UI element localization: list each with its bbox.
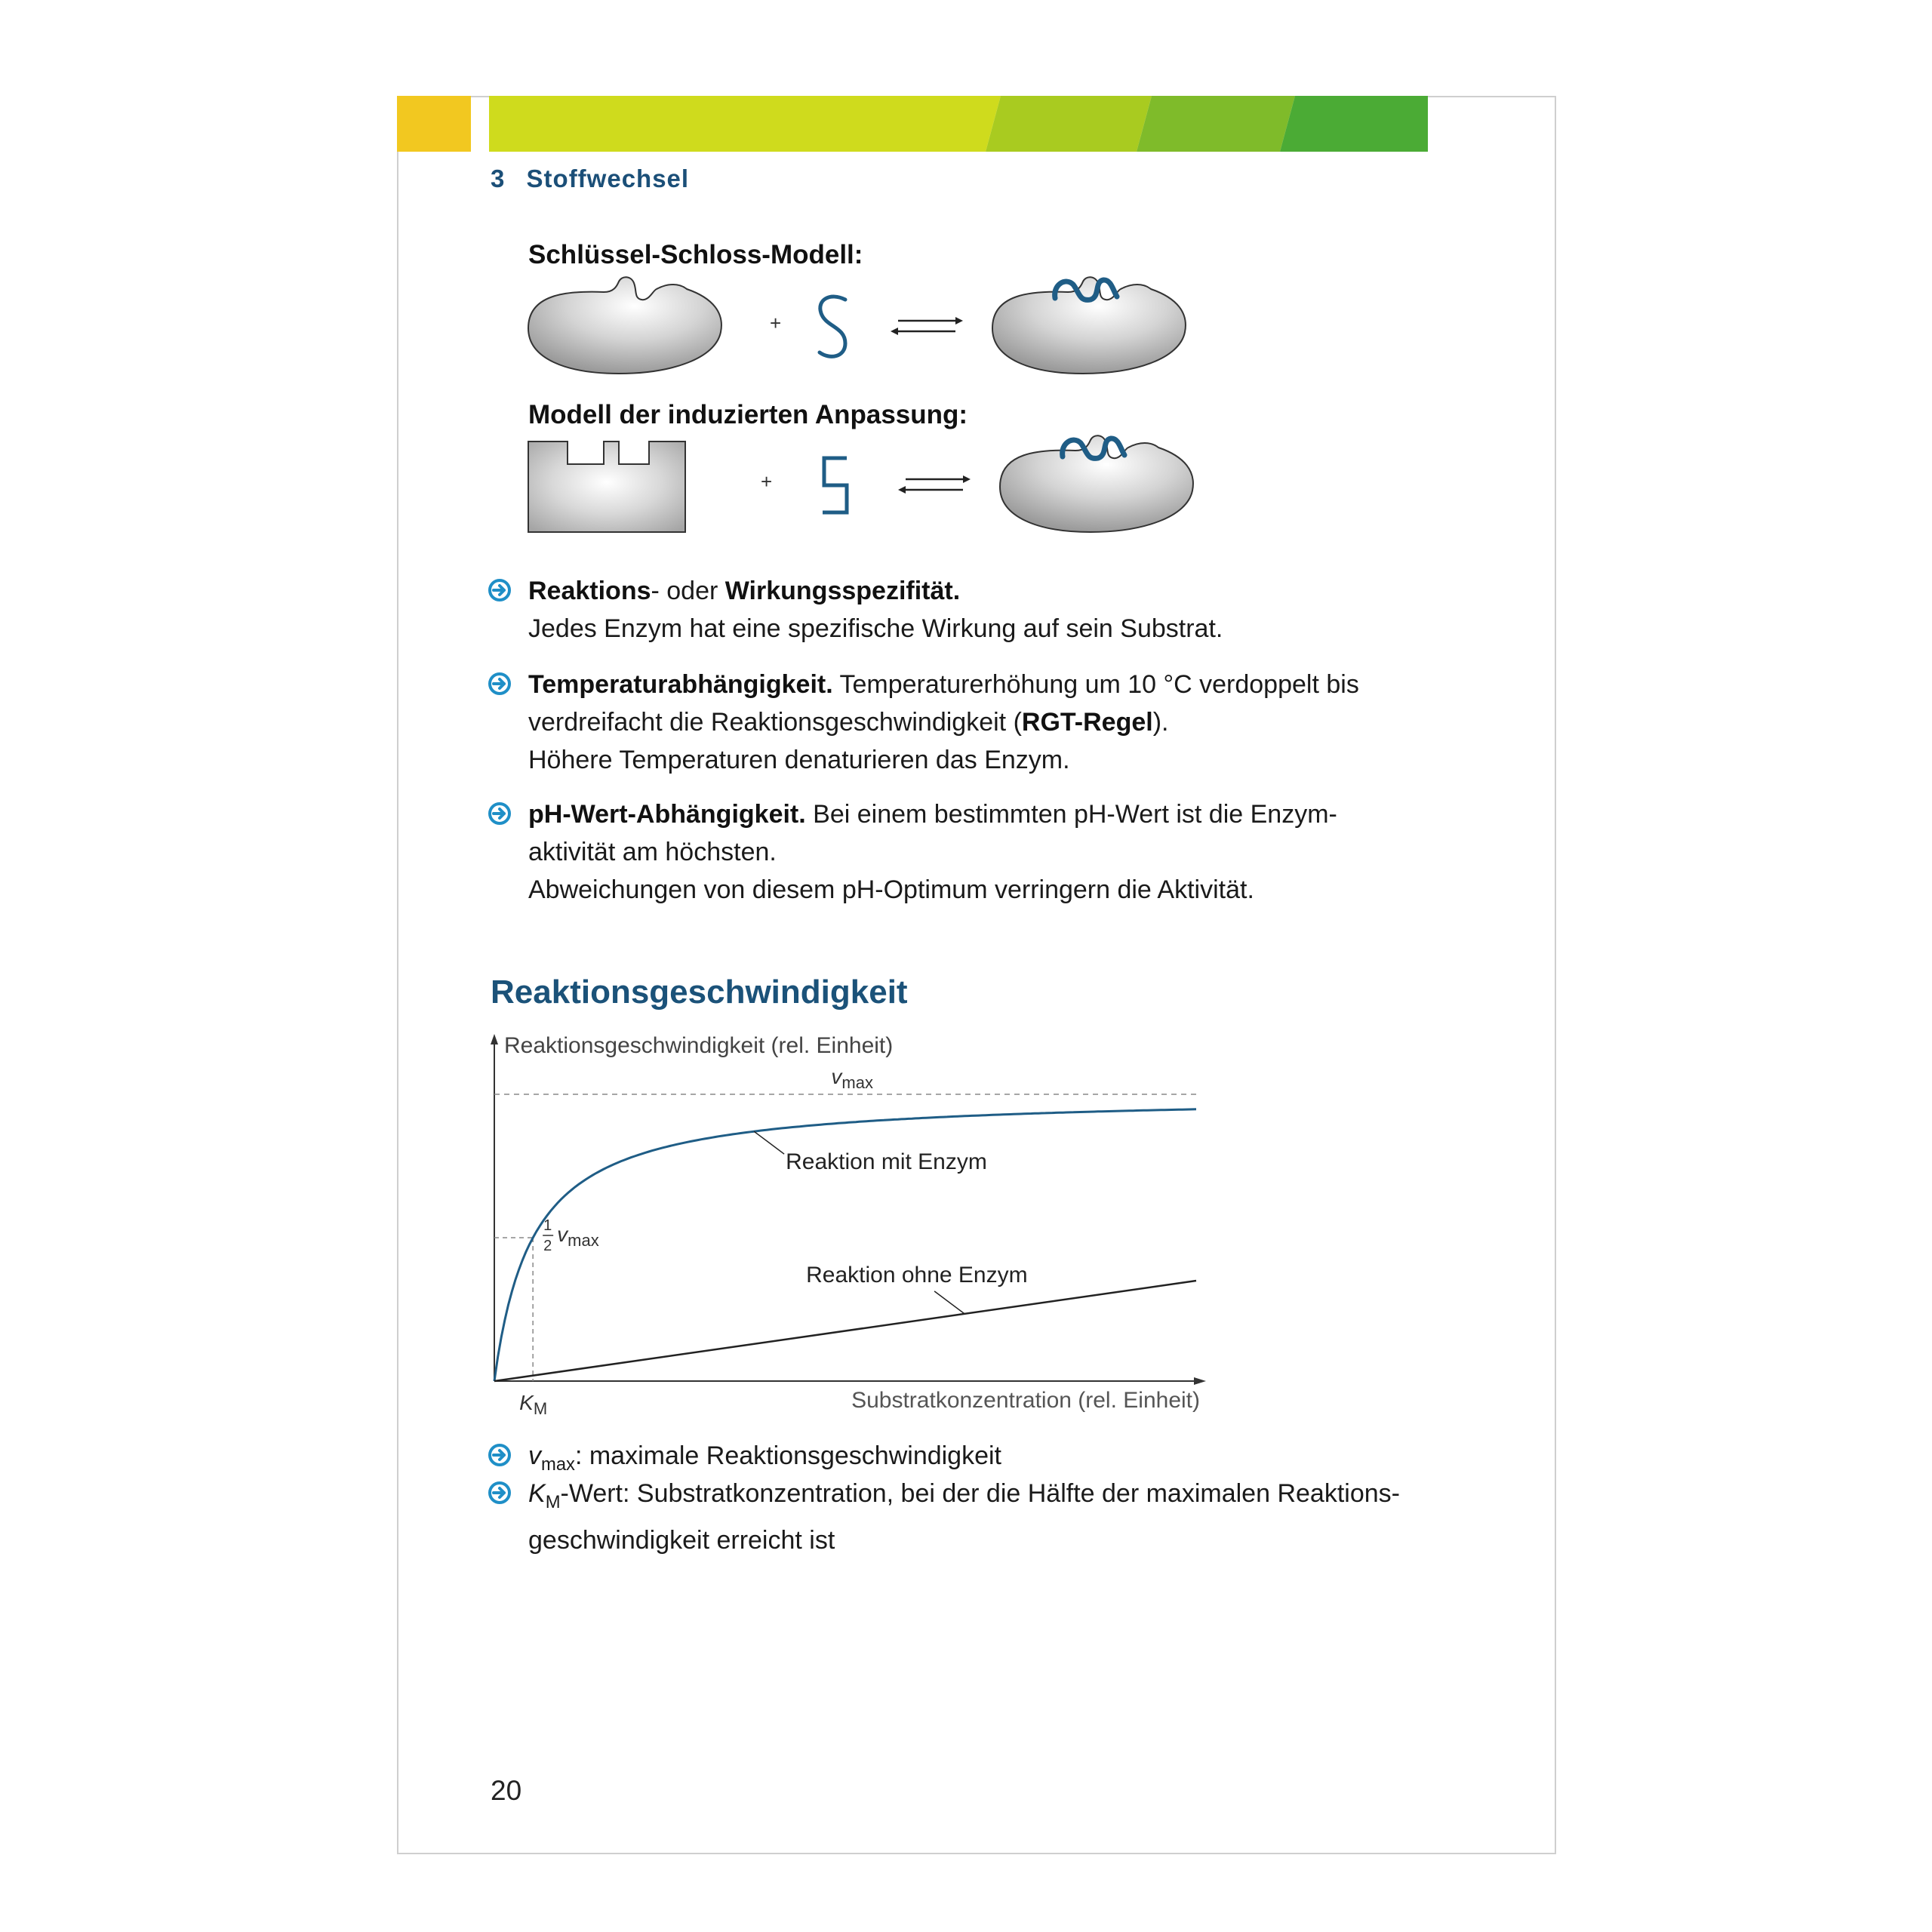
bullet-text: Höhere Temperaturen denaturieren das Enzym. (528, 746, 1070, 774)
substrate-angular-s (823, 458, 847, 512)
annotation-without-enzyme: Reaktion ohne Enzym (806, 1262, 1028, 1287)
bullet-arrow-icon (488, 801, 512, 826)
definition-text: geschwindigkeit erreicht ist (528, 1525, 835, 1555)
induced-fit-diagram (521, 434, 1215, 540)
bullet-text: aktivität am höchsten. (528, 838, 777, 866)
equilibrium-arrows-icon (891, 317, 963, 335)
page-number: 20 (491, 1775, 522, 1806)
bullet-text: Abweichungen von diesem pH-Optimum verringern die Aktivität. (528, 875, 1254, 904)
y-axis-arrow-icon (491, 1034, 498, 1044)
symbol: v (528, 1441, 541, 1470)
lock-key-title: Schlüssel-Schloss-Modell: (528, 240, 863, 269)
half-vmax-label (543, 1217, 599, 1254)
bullet-text: ). (1152, 708, 1169, 737)
lock-key-diagram (521, 275, 1200, 381)
plus-sign: + (770, 312, 782, 334)
definition-text: -Wert: Substratkonzentration, bei der die Hälfte der maximalen Reaktions- (560, 1479, 1400, 1508)
bullet-arrow-icon (488, 1481, 512, 1505)
annotation-leader-enzyme (754, 1131, 784, 1154)
bullet-bold: Wirkungsspezifität. (724, 577, 961, 605)
enzyme-shape (528, 277, 721, 374)
chapter-title: Stoffwechsel (526, 165, 690, 192)
chapter-number: 3 (491, 165, 506, 192)
annotation-leader-no-enzyme (934, 1291, 964, 1314)
chapter-heading (491, 165, 689, 193)
bullet-ph (488, 795, 1423, 909)
bullet-text: verdreifacht die Reaktionsgeschwindigkeit ( (528, 708, 1022, 737)
rate-chart (468, 1026, 1223, 1419)
enzyme-substrate-complex-2 (1000, 435, 1193, 532)
symbol-subscript: max (541, 1454, 575, 1475)
bullet-bold: pH-Wert-Abhängigkeit. (528, 800, 806, 829)
bullet-bold: Temperaturabhängigkeit. (528, 670, 833, 699)
definition-km (488, 1475, 1423, 1559)
enzyme-substrate-complex (992, 277, 1186, 374)
vmax-label: $v_{max}$ (831, 1065, 873, 1092)
svg-text:vmax: $v_{max}$ (557, 1223, 599, 1250)
section-title: Reaktionsgeschwindigkeit (491, 974, 908, 1011)
induced-fit-title: Modell der induzierten Anpassung: (528, 400, 968, 429)
bullet-arrow-icon (488, 672, 512, 696)
bullet-text: Temperaturerhöhung um 10 °C verdoppelt bis (832, 670, 1359, 699)
x-axis-label: Substratkonzentration (rel. Einheit) (851, 1388, 1200, 1413)
bullet-text: - oder (651, 577, 725, 605)
series-line-without-enzyme (494, 1281, 1196, 1381)
km-label: $K_M$ (519, 1391, 548, 1418)
bullet-bold: Reaktions (528, 577, 651, 605)
definition-text: : maximale Reaktionsgeschwindigkeit (574, 1441, 1002, 1470)
symbol: K (528, 1479, 546, 1508)
y-axis-label: Reaktionsgeschwindigkeit (rel. Einheit) (504, 1033, 894, 1058)
substrate-s (820, 297, 845, 356)
equilibrium-arrows-icon-2 (898, 475, 971, 494)
half-denominator: 2 (543, 1238, 552, 1254)
bullet-arrow-icon (488, 1443, 512, 1467)
enzyme-block (528, 441, 685, 532)
bullet-temperature (488, 666, 1423, 779)
symbol-subscript: M (545, 1491, 561, 1512)
annotation-with-enzyme: Reaktion mit Enzym (786, 1149, 987, 1175)
bullet-arrow-icon (488, 578, 512, 602)
bullet-text: Jedes Enzym hat eine spezifische Wirkung auf sein Substrat. (528, 614, 1223, 643)
rgt-rule: RGT-Regel (1021, 708, 1153, 737)
half-numerator: 1 (543, 1217, 552, 1234)
bullet-text: Bei einem bestimmten pH-Wert ist die Enzym- (805, 800, 1337, 829)
chapter-color-band (397, 96, 1428, 152)
bullet-specificity (488, 572, 1423, 648)
plus-sign-2: + (761, 470, 773, 493)
x-axis-arrow-icon (1194, 1377, 1206, 1385)
